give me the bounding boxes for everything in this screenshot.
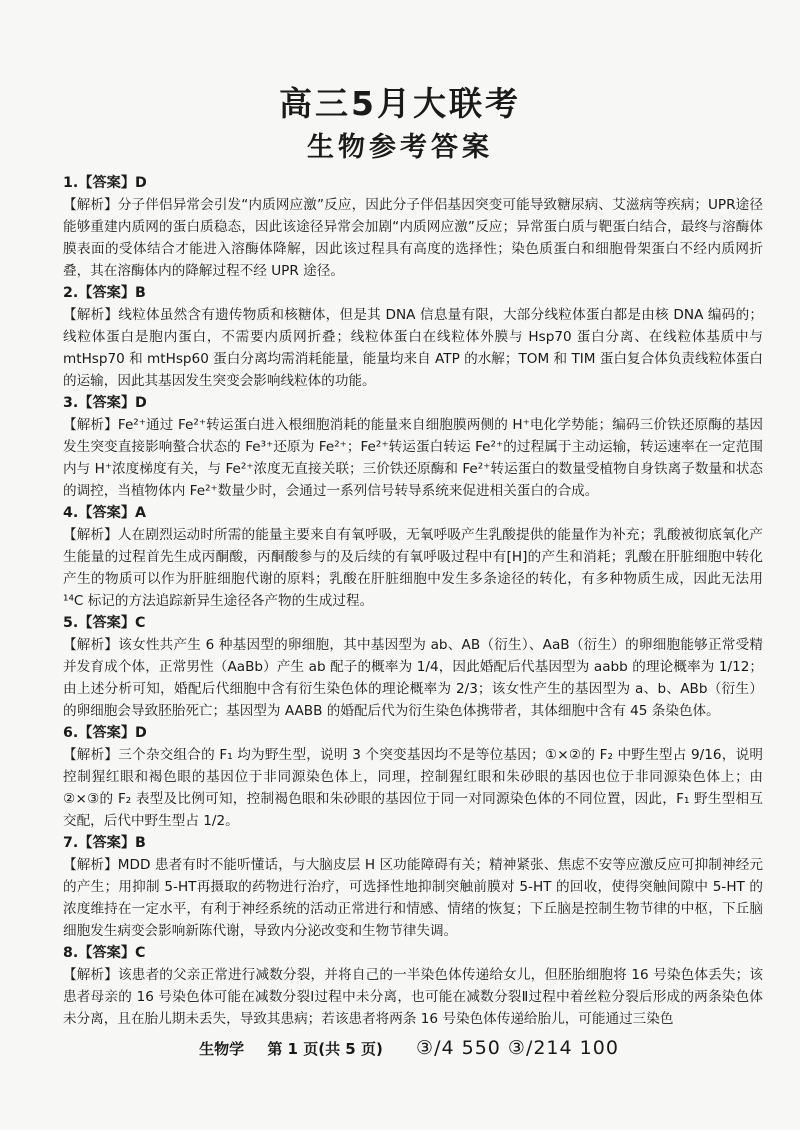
answer-label: 4.【答案】A <box>63 505 146 521</box>
answer-explanation: 【解析】线粒体虽然含有遗传物质和核糖体，但是其 DNA 信息量有限，大部分线粒体蛋白都是由核 DNA 编码的；线粒体蛋白是胞内蛋白，不需要内质网折叠；线粒体蛋白在线粒体外膜与 Hsp70 蛋白分离、在线粒体基质中与 mtHsp70 和 mtHsp60 蛋白分离均需消耗能量，能量均来自 ATP 的水解；TOM 和 TIM 蛋白复合体负责线粒体蛋白的运输，因此其基因发生突变会影响线粒体的功能。 <box>63 307 763 389</box>
answer-explanation: 【解析】该患者的父亲正常进行减数分裂，并将自己的一半染色体传递给女儿，但胚胎细胞将 16 号染色体丢失；该患者母亲的 16 号染色体可能在减数分裂Ⅰ过程中未分离，也可能在减数分裂Ⅱ过程中着丝粒分裂后形成的两条染色体未分离，且在胎儿期未丢失，导致其患病；若该患者将两条 16 号染色体传递给胎儿，可能通过三染色 <box>63 967 763 1027</box>
answer-label: 5.【答案】C <box>63 615 146 631</box>
footer-codes: ③/4 550 ③/214 100 <box>416 1037 619 1059</box>
answer-item-3 <box>63 392 763 502</box>
answer-label: 8.【答案】C <box>63 945 146 961</box>
answer-label: 2.【答案】B <box>63 285 146 301</box>
page-title: 高三5月大联考 <box>279 84 521 123</box>
answer-explanation: 【解析】MDD 患者有时不能听懂话，与大脑皮层 H 区功能障碍有关；精神紧张、焦虑不安等应激反应可抑制神经元的产生；用抑制 5-HT再摄取的药物进行治疗，可选择性地抑制突触前膜对 5-HT 的回收，使得突触间隙中 5-HT 的浓度维持在一定水平，有利于神经系统的活动正常进行和情感、情绪的恢复；下丘脑是控制生物节律的中枢，下丘脑细胞发生病变会影响新陈代谢，导致内分泌改变和生物节律失调。 <box>63 857 763 939</box>
answer-item-7 <box>63 832 763 942</box>
answer-explanation: 【解析】Fe²⁺通过 Fe²⁺转运蛋白进入根细胞消耗的能量来自细胞膜两侧的 H⁺电化学势能；编码三价铁还原酶的基因发生突变直接影响螯合状态的 Fe³⁺还原为 Fe²⁺；Fe²⁺转运蛋白转运 Fe²⁺的过程属于主动运输，转运速率在一定范围内与 H⁺浓度梯度有关，与 Fe²⁺浓度无直接关联；三价铁还原酶和 Fe²⁺转运蛋白的数量受植物自身铁离子数量和状态的调控，当植物体内 Fe²⁺数量少时，会通过一系列信号转导系统来促进相关蛋白的合成。 <box>63 417 763 499</box>
answer-explanation: 【解析】分子伴侣异常会引发“内质网应激”反应，因此分子伴侣基因突变可能导致糖尿病、艾滋病等疾病；UPR途径能够重建内质网的蛋白质稳态，因此该途径异常会加剧“内质网应激”反应；异常蛋白质与靶蛋白结合，最终与溶酶体膜表面的受体结合才能进入溶酶体降解，因此该过程具有高度的选择性；染色质蛋白和细胞骨架蛋白不经内质网折叠，其在溶酶体内的降解过程不经 UPR 途径。 <box>63 197 763 279</box>
answer-item-2 <box>63 282 763 392</box>
answer-item-1 <box>63 172 763 282</box>
answer-label: 3.【答案】D <box>63 395 147 411</box>
page-subtitle: 生物参考答案 <box>307 132 493 163</box>
answer-list <box>63 172 763 1030</box>
answer-explanation: 【解析】三个杂交组合的 F₁ 均为野生型，说明 3 个突变基因均不是等位基因；①×②的 F₂ 中野生型占 9/16，说明控制猩红眼和褐色眼的基因位于非同源染色体上，同理，控制猩红眼和朱砂眼的基因也位于非同源染色体上；由②×③的 F₂ 表型及比例可知，控制褐色眼和朱砂眼的基因位于同一对同源染色体的不同位置，因此，F₁ 野生型相互交配，后代中野生型占 1/2。 <box>63 747 763 829</box>
footer-subject: 生物学 <box>199 1040 245 1058</box>
answer-label: 1.【答案】D <box>63 175 147 191</box>
answer-explanation: 【解析】该女性共产生 6 种基因型的卵细胞，其中基因型为 ab、AB（衍生）、AaB（衍生）的卵细胞能够正常受精并发育成个体，正常男性（AaBb）产生 ab 配子的概率为 1/4，因此婚配后代基因型为 aabb 的理论概率为 1/12；由上述分析可知，婚配后代细胞中含有衍生染色体的理论概率为 2/3；该女性产生的基因型为 a、b、ABb（衍生）的卵细胞会导致胚胎死亡；基因型为 AABB 的婚配后代为衍生染色体携带者，其体细胞中含有 45 条染色体。 <box>63 637 763 719</box>
answer-item-4 <box>63 502 763 612</box>
answer-label: 7.【答案】B <box>63 835 146 851</box>
answer-label: 6.【答案】D <box>63 725 147 741</box>
answer-explanation: 【解析】人在剧烈运动时所需的能量主要来自有氧呼吸，无氧呼吸产生乳酸提供的能量作为补充；乳酸被彻底氧化产生能量的过程首先生成丙酮酸，丙酮酸参与的及后续的有氧呼吸过程中有[H]的产生和消耗；乳酸在肝脏细胞中转化产生的物质可以作为肝脏细胞代谢的原料；乳酸在肝脏细胞中发生多条途径的转化，有多种物质生成，因此无法用¹⁴C 标记的方法追踪新异生途径各产物的生成过程。 <box>63 527 763 609</box>
answer-item-5 <box>63 612 763 722</box>
answer-item-8 <box>63 942 763 1030</box>
footer-page-number: 第 1 页(共 5 页) <box>267 1040 383 1058</box>
answer-item-6 <box>63 722 763 832</box>
page-footer <box>0 1037 800 1059</box>
